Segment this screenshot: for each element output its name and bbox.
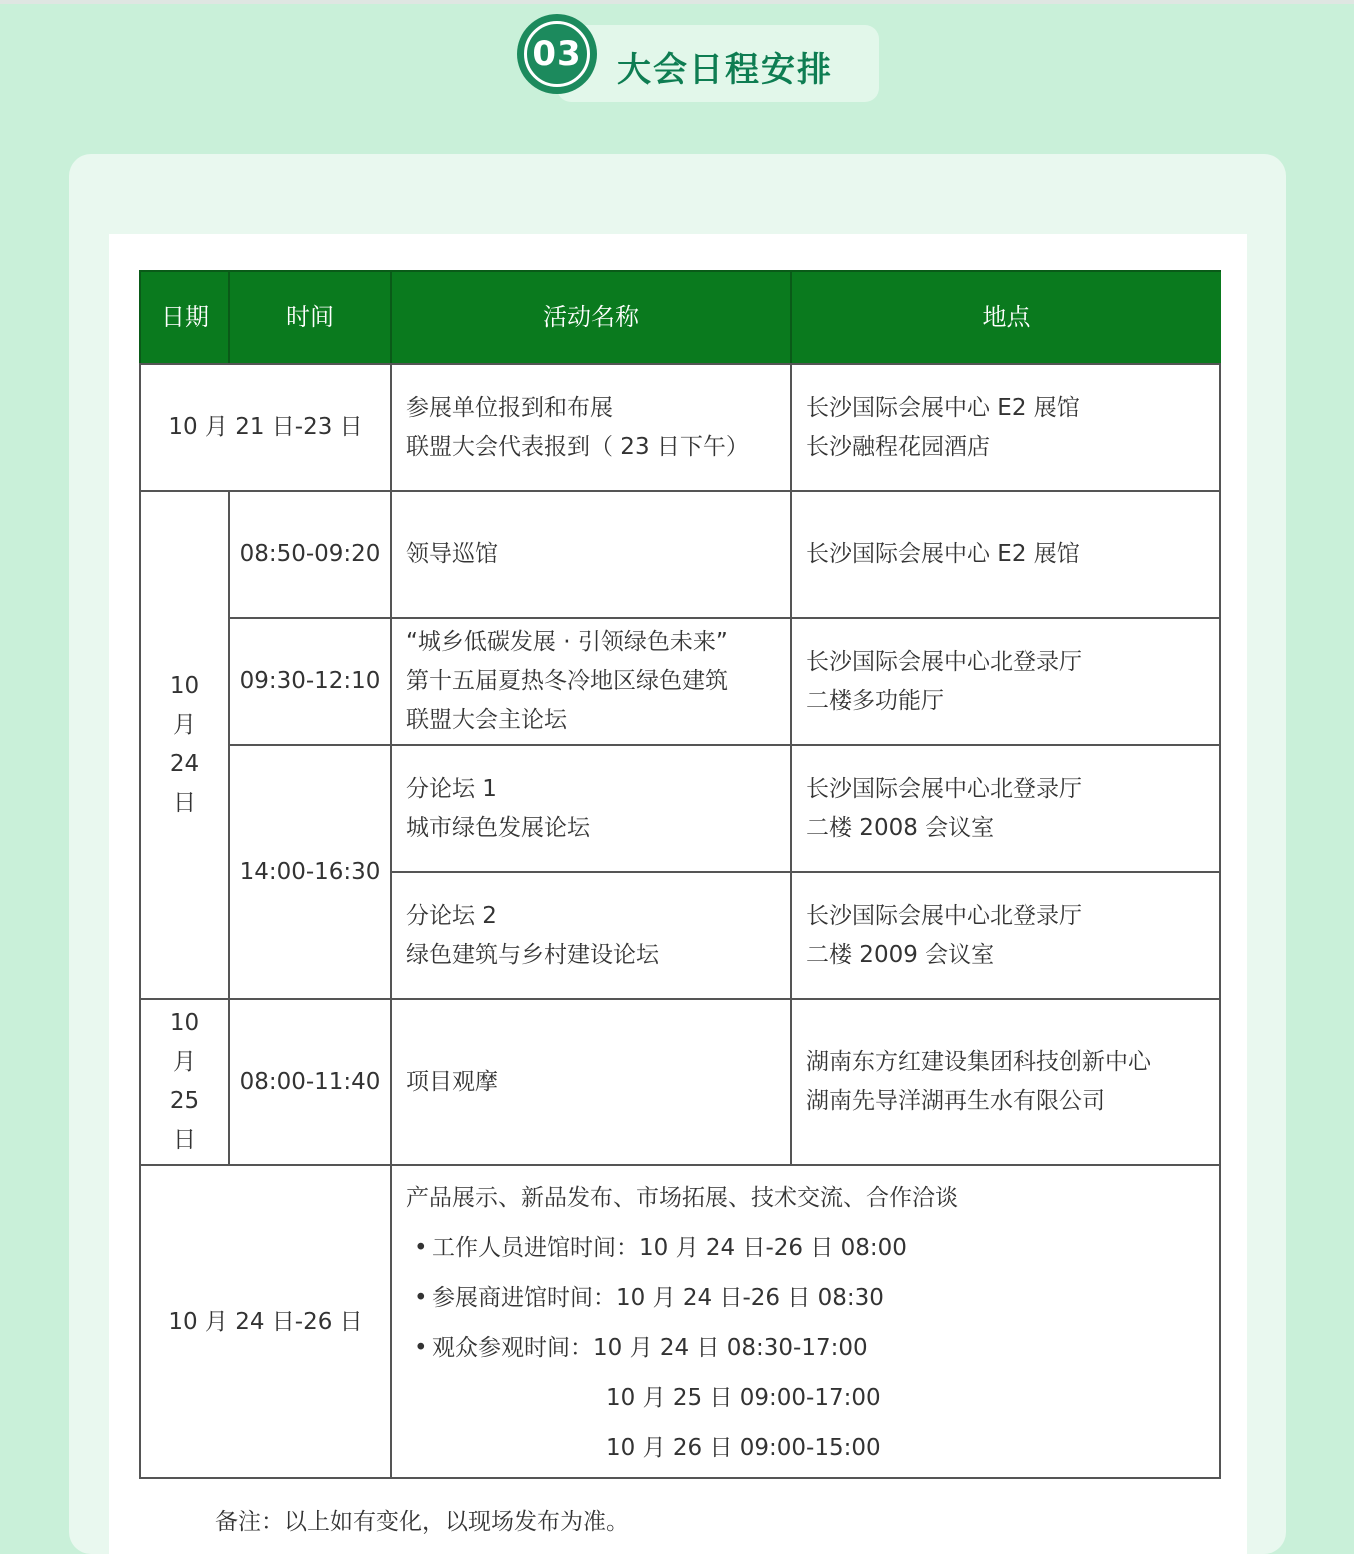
table-cell-date-oct25: 10 月 25 日 [139,998,228,1164]
table-cell-expo-details [390,1164,1221,1479]
top-divider [0,0,1354,4]
section-number-circle [517,14,597,94]
table-cell-date: 10 月 24 日-26 日 [139,1164,390,1479]
section-number: 03 [524,21,590,87]
table-cell-activity: 参展单位报到和布展 联盟大会代表报到（ 23 日下午） [390,363,790,490]
table-cell-activity: 项目观摩 [390,998,790,1164]
table-cell-location: 湖南东方红建设集团科技创新中心 湖南先导洋湖再生水有限公司 [790,998,1221,1164]
table-cell-date-oct24: 10 月 24 日 [139,490,228,998]
header-activity: 活动名称 [390,270,790,363]
header-location: 地点 [790,270,1221,363]
footnote: 备注：以上如有变化，以现场发布为准。 [215,1509,629,1535]
list-item: • 工作人员进馆时间：10 月 24 日-26 日 08:00 [406,1223,1221,1273]
table-cell-date: 10 月 21 日-23 日 [139,363,390,490]
header-time: 时间 [228,270,390,363]
table-cell-activity: 分论坛 1 城市绿色发展论坛 [390,744,790,871]
table-cell-location: 长沙国际会展中心北登录厅 二楼多功能厅 [790,617,1221,744]
schedule-table [139,270,1221,1479]
table-cell-location: 长沙国际会展中心 E2 展馆 [790,490,1221,617]
table-cell-time-afternoon: 14:00-16:30 [228,744,390,998]
table-cell-activity: 分论坛 2 绿色建筑与乡村建设论坛 [390,871,790,998]
header-date: 日期 [139,270,228,363]
list-item-continued: 10 月 25 日 09:00-17:00 [606,1384,881,1411]
section-badge [517,14,879,104]
table-cell-time: 09:30-12:10 [228,617,390,744]
expo-intro: 产品展示、新品发布、市场拓展、技术交流、合作洽谈 [406,1184,958,1211]
table-cell-time: 08:00-11:40 [228,998,390,1164]
section-title: 大会日程安排 [617,50,833,90]
list-item: • 参展商进馆时间：10 月 24 日-26 日 08:30 [406,1273,1221,1323]
list-item: • 观众参观时间：10 月 24 日 08:30-17:00 [406,1323,1221,1373]
table-cell-location: 长沙国际会展中心北登录厅 二楼 2008 会议室 [790,744,1221,871]
table-cell-location: 长沙国际会展中心 E2 展馆 长沙融程花园酒店 [790,363,1221,490]
table-cell-activity: “城乡低碳发展 · 引领绿色未来” 第十五届夏热冬冷地区绿色建筑 联盟大会主论坛 [390,617,790,744]
table-cell-activity: 领导巡馆 [390,490,790,617]
list-item-continued: 10 月 26 日 09:00-15:00 [606,1434,881,1461]
table-cell-location: 长沙国际会展中心北登录厅 二楼 2009 会议室 [790,871,1221,998]
table-cell-time: 08:50-09:20 [228,490,390,617]
